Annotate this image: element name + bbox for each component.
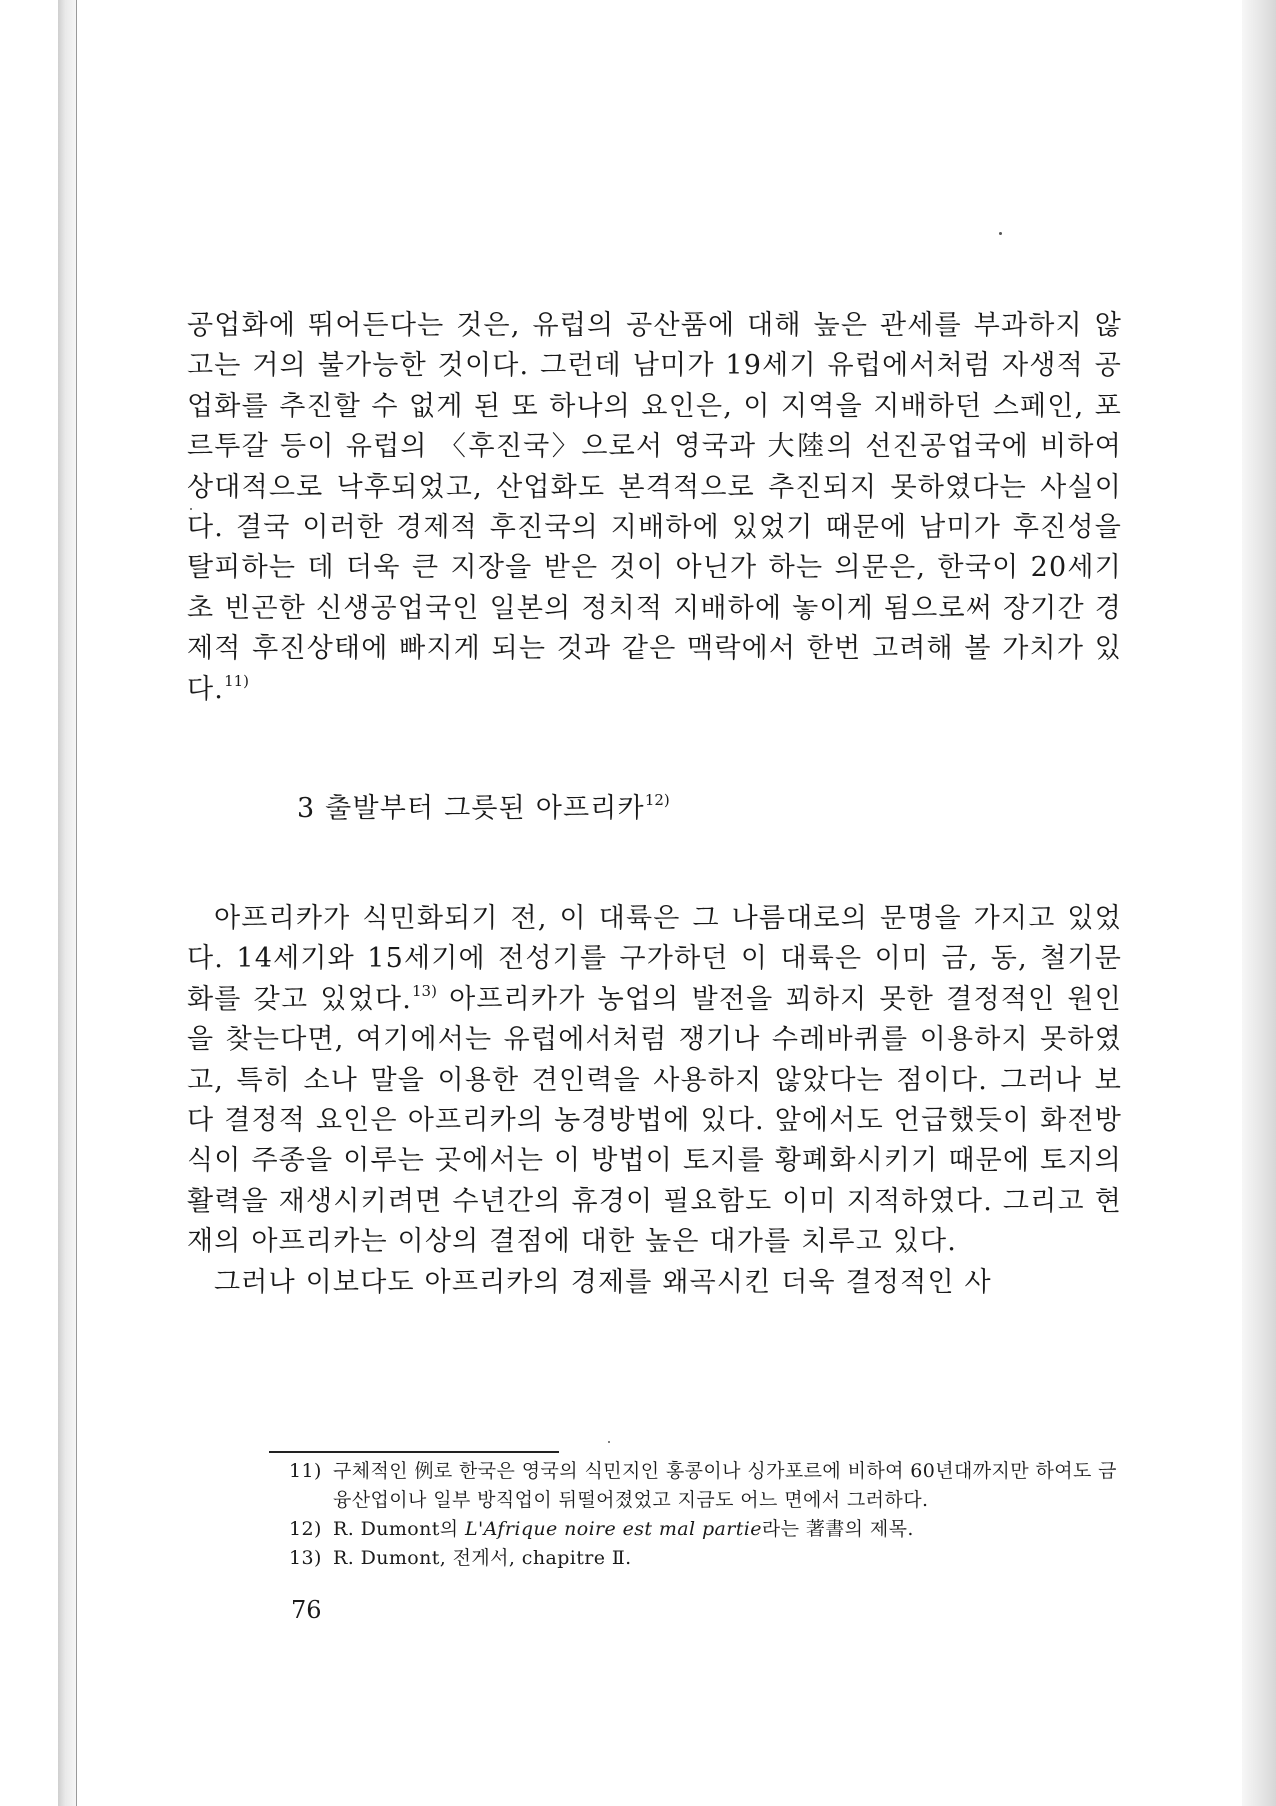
- footnote-number: 11): [289, 1460, 322, 1482]
- paragraph-2: [187, 899, 1122, 1263]
- footnote-divider: [269, 1451, 559, 1453]
- footnote-number: 12): [289, 1518, 322, 1540]
- paragraph-continued: [187, 306, 1122, 710]
- page-left-edge: [58, 0, 76, 1806]
- paragraph-3: [187, 1263, 1122, 1303]
- footnote-text: R. Dumont의: [333, 1518, 459, 1540]
- footnote-12: [289, 1515, 1134, 1544]
- footnote-text-suffix: 라는 著書의 제목.: [761, 1518, 914, 1540]
- paragraph-1-text: 공업화에 뛰어든다는 것은, 유럽의 공산품에 대해 높은 관세를 부과하지 않고는 거의 불가능한 것이다. 그런데 남미가 19세기 유럽에서처럼 자생적 공업화를 추진할 수 없게 된 또 하나의 요인은, 이 지역을 지배하던 스페인, 포르투갈 등이 유럽의 〈후진국〉으로서 영국과 大陸의 선진공업국에 비하여 상대적으로 낙후되었고, 산업화도 본격적으로 추진되지 못하였다는 사실이다. 결국 이러한 경제적 후진국의 지배하에 있었기 때문에 남미가 후진성을 탈피하는 데 더욱 큰 지장을 받은 것이 아닌가 하는 의문은, 한국이 20세기초 빈곤한 신생공업국인 일본의 정치적 지배하에 놓이게 됨으로써 장기간 경제적 후진상태에 빠지게 되는 것과 같은 맥락에서 한번 고려해 볼 가치가 있다.: [187, 310, 1122, 705]
- paragraph-3-text: 그러나 이보다도 아프리카의 경제를 왜곡시킨 더욱 결정적인 사: [214, 1266, 992, 1298]
- scan-speck: [190, 508, 192, 510]
- book-title: L'Afrique noire est mal partie: [465, 1518, 762, 1540]
- page-number: 76: [291, 1596, 322, 1624]
- footnote-text: 구체적인 例로 한국은 영국의 식민지인 홍콩이나 싱가포르에 비하여 60년대까지만 하여도 금융산업이나 일부 방직업이 뒤떨어졌었고 지금도 어느 면에서 그러하다.: [333, 1460, 1117, 1511]
- footnote-text: R. Dumont, 전게서, chapitre Ⅱ.: [333, 1547, 632, 1569]
- section-heading-text: 3 출발부터 그릇된 아프리카: [297, 793, 645, 824]
- footnote-11: [289, 1457, 1134, 1515]
- section-heading: [297, 786, 670, 825]
- footnote-13: [289, 1544, 1134, 1573]
- footnotes: [289, 1457, 1134, 1573]
- scan-speck: [999, 232, 1002, 235]
- footnote-ref-13: 13): [412, 981, 437, 1000]
- footnote-ref-11: 11): [224, 671, 250, 690]
- section-body: [187, 899, 1122, 1303]
- scan-speck: [608, 1441, 610, 1443]
- paragraph-2-text-part2: 아프리카가 농업의 발전을 꾀하지 못한 결정적인 원인을 찾는다면, 여기에서는 유럽에서처럼 쟁기나 수레바퀴를 이용하지 못하였고, 특히 소나 말을 이용한 견인력을 사용하지 않았다는 점이다. 그러나 보다 결정적 요인은 아프리카의 농경방법에 있다. 앞에서도 언급했듯이 화전방식이 주종을 이루는 곳에서는 이 방법이 토지를 황폐화시키기 때문에 토지의 활력을 재생시키려면 수년간의 휴경이 필요함도 이미 지적하였다. 그리고 현재의 아프리카는 이상의 결점에 대한 높은 대가를 치루고 있다.: [187, 983, 1122, 1258]
- page-right-edge: [1242, 0, 1276, 1806]
- paragraph-1: [187, 306, 1122, 710]
- footnote-number: 13): [289, 1547, 322, 1569]
- paragraph-2-text-part1: 아프리카가 식민화되기 전, 이 대륙은 그 나름대로의 문명을 가지고 있었다. 14세기와 15세기에 전성기를 구가하던 이 대륙은 이미 금, 동, 철기문화를 갖고 있었다.: [187, 903, 1122, 1015]
- footnote-ref-12: 12): [644, 791, 670, 809]
